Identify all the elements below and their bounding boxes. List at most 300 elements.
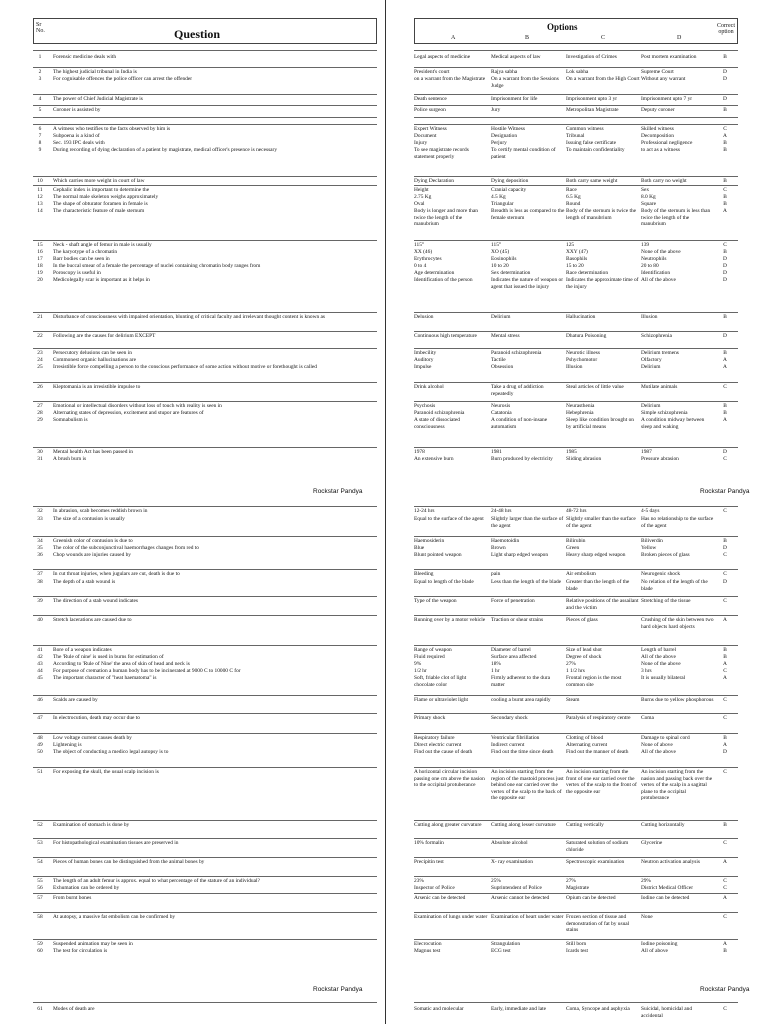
- correct-option: A: [723, 417, 727, 423]
- option-c: To maintain confidentiality: [566, 147, 625, 153]
- question-number: 28: [37, 410, 43, 416]
- option-b: Cutting along lesser curvature: [491, 822, 556, 828]
- question-text: Sec. 193 IPC deals with: [53, 140, 105, 146]
- correct-option: C: [723, 598, 727, 604]
- option-d: 3 hrs: [641, 668, 652, 674]
- option-c: Basophils: [566, 256, 588, 262]
- question-number: 29: [37, 417, 43, 423]
- question-number: 12: [37, 194, 43, 200]
- option-a: Type of the weapon: [414, 598, 457, 604]
- option-d: Suicidal, homicidal and accidental: [641, 1006, 693, 1019]
- correct-option: B: [723, 314, 727, 320]
- option-a: Blunt pointed weapon: [414, 552, 462, 558]
- row-separator: [33, 67, 377, 68]
- question-number: 8: [38, 140, 42, 146]
- question-number: 13: [37, 201, 43, 207]
- question-text: Chop wounds are injuries caused by: [53, 552, 131, 558]
- question-text: Following are the causes for delirium EXCEPT: [53, 333, 156, 339]
- option-d: Identification: [641, 270, 671, 276]
- option-d: Decomposition: [641, 133, 674, 139]
- option-a: Age determination: [414, 270, 455, 276]
- option-b: Jury: [491, 107, 501, 113]
- question-text: The shape of obturator foramen in female is: [53, 201, 148, 207]
- option-c: Green: [566, 545, 580, 551]
- option-b: Perjury: [491, 140, 507, 146]
- option-b: Medical aspects of law: [491, 54, 541, 60]
- option-b: Indirect current: [491, 742, 525, 748]
- row-separator: [414, 117, 738, 118]
- row-separator: [414, 713, 738, 714]
- question-text: Coroner is assisted by: [53, 107, 101, 113]
- question-number: 35: [37, 545, 43, 551]
- option-b: pain: [491, 571, 501, 577]
- option-d: No relation of the length of the blade: [641, 579, 708, 592]
- option-d: None: [641, 914, 653, 920]
- option-c: Investigation of Crimes: [566, 54, 617, 60]
- option-d: All of the above: [641, 749, 676, 755]
- option-d: Deputy coroner: [641, 107, 675, 113]
- question-number: 31: [37, 456, 43, 462]
- question-text: The characteristic feature of male sternum: [53, 208, 145, 214]
- question-text: For cognisable offences the police officer can arrest the offender: [53, 76, 193, 82]
- question-number: 58: [37, 914, 43, 920]
- option-d: 20 to 80: [641, 263, 659, 269]
- row-separator: [414, 857, 738, 858]
- correct-option: D: [723, 256, 727, 262]
- row-separator: [33, 767, 377, 768]
- correct-option: A: [723, 661, 727, 667]
- correct-option: B: [723, 194, 727, 200]
- correct-option: C: [723, 878, 727, 884]
- option-b: Haemotoidin: [491, 538, 520, 544]
- correct-option: C: [723, 840, 727, 846]
- option-a: Precipitin test: [414, 859, 444, 865]
- option-a: A horizontal circular incision passing one cm above the nasion to the occipital protuberance: [414, 769, 485, 789]
- correct-option: C: [723, 1006, 727, 1012]
- option-a: Somatic and molecular: [414, 1006, 464, 1012]
- option-d: Supreme Court: [641, 69, 674, 75]
- question-text: For exposing the skull, the usual scalp incision is: [53, 769, 159, 775]
- question-text: Lightening is: [53, 742, 82, 748]
- option-c: Relative positions of the assailant and the victim: [566, 598, 639, 611]
- correct-option: B: [723, 201, 727, 207]
- option-b: Less than the length of the blade: [491, 579, 562, 585]
- column-divider: [385, 0, 386, 1024]
- question-number: 48: [37, 735, 43, 741]
- correct-option: B: [723, 403, 727, 409]
- option-a: Paranoid schizophrenia: [414, 410, 465, 416]
- row-separator: [414, 912, 738, 913]
- option-b: Breadth is less as compared to the female sternum: [491, 208, 565, 221]
- option-a: Legal aspects of medicine: [414, 54, 471, 60]
- correct-option: D: [723, 263, 727, 269]
- question-text: The size of a contusion is usually: [53, 516, 125, 522]
- question-number: 32: [37, 508, 43, 514]
- question-text: The important character of "heat haematoma" is: [53, 675, 157, 681]
- row-separator: [33, 506, 377, 507]
- option-c: Imprisonment upto 3 yr: [566, 96, 618, 102]
- correct-option: C: [723, 384, 727, 390]
- correct-option: C: [723, 668, 727, 674]
- row-separator: [33, 912, 377, 913]
- option-c: 27%: [566, 878, 576, 884]
- question-number: 37: [37, 571, 43, 577]
- option-d: Both carry no weight: [641, 178, 687, 184]
- question-number: 20: [37, 277, 43, 283]
- question-text: Stretch lacerations are caused due to: [53, 617, 132, 623]
- question-number: 17: [37, 256, 43, 262]
- option-b: Suprintendent of Police: [491, 885, 542, 891]
- option-a: 23%: [414, 878, 424, 884]
- option-d: 29%: [641, 878, 651, 884]
- option-d: It is usually bilateral: [641, 675, 686, 681]
- correct-option: C: [723, 456, 727, 462]
- question-text: A brush burn is: [53, 456, 87, 462]
- option-a: An extensive burn: [414, 456, 454, 462]
- question-number: 47: [37, 715, 43, 721]
- option-d: Biliverdin: [641, 538, 663, 544]
- question-text: Alternating states of depression, excitement and stupor are features of: [53, 410, 204, 416]
- question-number: 11: [37, 187, 43, 193]
- option-a: Bleeding: [414, 571, 434, 577]
- option-c: Illusion: [566, 364, 583, 370]
- options-header: [414, 18, 738, 44]
- question-number: 40: [37, 617, 43, 623]
- option-d: Length of barrel: [641, 647, 677, 653]
- option-c: Icards test: [566, 948, 589, 954]
- option-d: Delirium tremens: [641, 350, 679, 356]
- question-text: Barr bodies can be seen in: [53, 256, 110, 262]
- option-b: Designation: [491, 133, 518, 139]
- row-separator: [33, 348, 377, 349]
- option-a: Primary shock: [414, 715, 446, 721]
- correct-option: A: [723, 742, 727, 748]
- correct-option: D: [723, 69, 727, 75]
- question-number: 26: [37, 384, 43, 390]
- option-a: Running over by a motor vehicle: [414, 617, 486, 623]
- correct-heading: Correct option: [717, 23, 735, 35]
- row-separator: [33, 176, 377, 177]
- question-text: In electrocution, death may occur due to: [53, 715, 140, 721]
- option-a: A state of dissociated consciousness: [414, 417, 460, 430]
- option-d: 139: [641, 242, 650, 248]
- question-number: 22: [37, 333, 43, 339]
- option-d: None of the above: [641, 661, 681, 667]
- correct-option: B: [723, 410, 727, 416]
- option-d: All of the above: [641, 654, 676, 660]
- row-separator: [414, 348, 738, 349]
- correct-option: A: [723, 208, 727, 214]
- option-b: Arsenic cannot be detected: [491, 895, 550, 901]
- option-a: 1/2 hr: [414, 668, 427, 674]
- option-a: Range of weapon: [414, 647, 452, 653]
- option-c: Frozen section of tissue and demonstration of fat by usual stains: [566, 914, 630, 934]
- option-d: Stretching of the tissue: [641, 598, 691, 604]
- option-d: Mutilate animals: [641, 384, 678, 390]
- option-b: A condition of non-insane automatism: [491, 417, 548, 430]
- option-b: To certify mental condition of patient: [491, 147, 556, 160]
- question-text: Bore of a weapon indicates: [53, 647, 112, 653]
- option-b: Rajya sabha: [491, 69, 518, 75]
- option-b: Diameter of barrel: [491, 647, 531, 653]
- question-text: The power of Chief Judicial Magistrate is: [53, 96, 143, 102]
- question-number: 36: [37, 552, 43, 558]
- row-separator: [414, 124, 738, 125]
- option-a: Equal to the surface of the agent: [414, 516, 484, 522]
- question-number: 23: [37, 350, 43, 356]
- option-a: Flame or ultraviolet light: [414, 697, 469, 703]
- question-text: Which carries more weight in court of law: [53, 178, 145, 184]
- option-c: Both carry same weight: [566, 178, 618, 184]
- option-b: ECG test: [491, 948, 511, 954]
- question-text: Irresistible force compelling a person to the conscious performance of some action without motive or forethought is called: [53, 364, 317, 370]
- row-separator: [33, 939, 377, 940]
- question-number: 50: [37, 749, 43, 755]
- option-c: Race determination: [566, 270, 609, 276]
- question-number: 25: [37, 364, 43, 370]
- row-separator: [414, 94, 738, 95]
- option-a: President's court: [414, 69, 450, 75]
- option-d: None of above: [641, 742, 673, 748]
- question-text: For purpose of cremation a human body has to be incinerated at 9000 C to 10000 C for: [53, 668, 241, 674]
- row-separator: [33, 401, 377, 402]
- row-separator: [33, 105, 377, 106]
- option-c: Race: [566, 187, 577, 193]
- option-d: Without any warrant: [641, 76, 686, 82]
- option-d: District Medical Officer: [641, 885, 693, 891]
- option-d: A condition midway between sleep and waking: [641, 417, 705, 430]
- option-a: Blue: [414, 545, 425, 551]
- option-b: Strangulation: [491, 941, 521, 947]
- option-a: Equal to length of the blade: [414, 579, 474, 585]
- correct-option: A: [723, 133, 727, 139]
- question-text: Greenish color of contusion is due to: [53, 538, 133, 544]
- option-a: Auditory: [414, 357, 434, 363]
- option-b: Triangular: [491, 201, 514, 207]
- row-separator: [33, 645, 377, 646]
- option-c: XXY (47): [566, 249, 588, 255]
- option-a: 2.75 Kg: [414, 194, 432, 200]
- option-a: Police surgeon: [414, 107, 446, 113]
- row-separator: [414, 105, 738, 106]
- option-a: 12-24 hrs: [414, 508, 435, 514]
- question-number: 49: [37, 742, 43, 748]
- option-a: Identification of the person: [414, 277, 473, 283]
- question-text: Kleptomania is an irresistible impulse to: [53, 384, 141, 390]
- option-c: Saturated solution of sodium chloride: [566, 840, 629, 853]
- option-b: Burn produced by electricity: [491, 456, 553, 462]
- col-d-heading: D: [677, 35, 682, 41]
- option-c: Air embolism: [566, 571, 596, 577]
- option-a: Respiratory failure: [414, 735, 455, 741]
- option-a: Continuous high temperature: [414, 333, 477, 339]
- option-b: 1981: [491, 449, 502, 455]
- option-c: Lok sabha: [566, 69, 589, 75]
- question-text: A witness who testifies to the facts observed by him is: [53, 126, 171, 132]
- option-c: Cutting vertically: [566, 822, 604, 828]
- option-b: 115°: [491, 242, 502, 248]
- row-separator: [414, 67, 738, 68]
- correct-option: B: [723, 948, 727, 954]
- row-separator: [33, 124, 377, 125]
- option-d: 4-5 days: [641, 508, 660, 514]
- row-separator: [414, 645, 738, 646]
- option-b: Traction or shear strains: [491, 617, 544, 623]
- footer-left-top: Rockstar Pandya: [313, 488, 363, 495]
- row-separator: [414, 767, 738, 768]
- correct-option: C: [723, 187, 727, 193]
- footer-right-bottom: Rockstar Pandya: [700, 986, 750, 993]
- option-c: Sleep like condition brought on by artificial means: [566, 417, 634, 430]
- option-a: Examination of lungs under water: [414, 914, 488, 920]
- correct-option: C: [723, 885, 727, 891]
- row-separator: [33, 695, 377, 696]
- correct-option: A: [723, 357, 727, 363]
- option-d: Iodine poisoning: [641, 941, 678, 947]
- option-b: 4.5 Kg: [491, 194, 506, 200]
- option-a: Psychosis: [414, 403, 436, 409]
- option-b: Eosinophils: [491, 256, 517, 262]
- question-text: The depth of a stab wound is: [53, 579, 116, 585]
- row-separator: [33, 615, 377, 616]
- question-text: Low voltage current causes death by: [53, 735, 132, 741]
- option-d: Square: [641, 201, 656, 207]
- row-separator: [33, 713, 377, 714]
- question-number: 34: [37, 538, 43, 544]
- option-b: 24-48 hrs: [491, 508, 512, 514]
- question-number: 46: [37, 697, 43, 703]
- correct-option: C: [723, 571, 727, 577]
- row-separator: [33, 382, 377, 383]
- question-heading: Question: [174, 27, 221, 41]
- option-a: Imbecility: [414, 350, 437, 356]
- correct-option: C: [723, 697, 727, 703]
- correct-option: D: [723, 545, 727, 551]
- option-d: Delirium: [641, 403, 661, 409]
- option-a: 0 to 4: [414, 263, 427, 269]
- col-a-heading: A: [451, 35, 456, 41]
- option-a: Dying Declaration: [414, 178, 454, 184]
- option-d: Crushing of the skin between two hard objects hard objects: [641, 617, 714, 630]
- option-c: Hebephrenia: [566, 410, 594, 416]
- option-c: Frontal region is the most common site: [566, 675, 622, 688]
- option-d: Pressure abrasion: [641, 456, 679, 462]
- option-d: Neutron activation analysis: [641, 859, 700, 865]
- row-separator: [33, 838, 377, 839]
- option-d: Has no relationship to the surface of the agent: [641, 516, 714, 529]
- option-a: Death sentence: [414, 96, 447, 102]
- correct-option: C: [723, 242, 727, 248]
- option-c: Magistrate: [566, 885, 590, 891]
- option-d: 1987: [641, 449, 652, 455]
- option-d: Coma: [641, 715, 654, 721]
- row-separator: [414, 569, 738, 570]
- question-number: 9: [38, 147, 42, 153]
- option-b: Absolute alcohol: [491, 840, 528, 846]
- row-separator: [414, 820, 738, 821]
- row-separator: [414, 838, 738, 839]
- row-separator: [414, 1002, 738, 1003]
- option-b: 1 hr: [491, 668, 500, 674]
- question-number: 21: [37, 314, 43, 320]
- correct-option: B: [723, 249, 727, 255]
- option-d: Sex: [641, 187, 650, 193]
- option-b: Mental stress: [491, 333, 520, 339]
- question-number: 19: [37, 270, 43, 276]
- option-a: Fluid required: [414, 654, 445, 660]
- option-b: Tactile: [491, 357, 506, 363]
- option-b: Early, immediate and late: [491, 1006, 547, 1012]
- row-separator: [33, 94, 377, 95]
- row-separator: [414, 50, 738, 51]
- option-c: Bilirubin: [566, 538, 586, 544]
- correct-option: B: [723, 735, 727, 741]
- row-separator: [33, 50, 377, 51]
- row-separator: [414, 331, 738, 332]
- row-separator: [33, 569, 377, 570]
- option-a: Direct electric current: [414, 742, 462, 748]
- option-a: Document: [414, 133, 437, 139]
- option-d: Simple schizophrenia: [641, 410, 688, 416]
- option-a: Haemosiderin: [414, 538, 445, 544]
- question-number: 24: [37, 357, 43, 363]
- option-d: Professional negligence: [641, 140, 693, 146]
- option-a: Body is longer and more than twice the length of the manubrium: [414, 208, 478, 228]
- option-b: Delirium: [491, 314, 511, 320]
- row-separator: [33, 893, 377, 894]
- option-b: Hostile Witness: [491, 126, 525, 132]
- option-d: Delirium: [641, 364, 661, 370]
- question-text: Poroscopy is useful in: [53, 270, 101, 276]
- option-c: Clotting of blood: [566, 735, 604, 741]
- option-d: Illusion: [641, 314, 658, 320]
- row-separator: [414, 733, 738, 734]
- question-text: Suspended animation may be seen in: [53, 941, 133, 947]
- question-text: The normal male skeleton weighs approximately: [53, 194, 159, 200]
- row-separator: [33, 240, 377, 241]
- option-c: 48-72 hrs: [566, 508, 587, 514]
- row-separator: [33, 876, 377, 877]
- option-c: Heavy sharp edged weapon: [566, 552, 626, 558]
- row-separator: [414, 615, 738, 616]
- option-b: Indicates the nature of weapon or agent that issued the injury: [491, 277, 563, 290]
- question-text: The color of the subconjunctival haemorrhages changes from red to: [53, 545, 199, 551]
- option-d: Imprisonment upto 7 yr: [641, 96, 693, 102]
- correct-option: C: [723, 914, 727, 920]
- question-number: 59: [37, 941, 43, 947]
- correct-option: C: [723, 126, 727, 132]
- option-a: Soft, friable clot of light chocolate color: [414, 675, 467, 688]
- option-c: Degree of shock: [566, 654, 602, 660]
- question-text: Examination of stomach is done by: [53, 822, 130, 828]
- question-number: 57: [37, 895, 43, 901]
- option-b: X- ray examination: [491, 859, 533, 865]
- correct-option: B: [723, 647, 727, 653]
- option-b: Sex determination: [491, 270, 531, 276]
- question-number: 3: [38, 76, 42, 82]
- col-c-heading: C: [601, 35, 606, 41]
- option-c: An incision starting from the front of one ear carried over the vertex of the scalp to the front of the opposite ear: [566, 769, 637, 795]
- option-a: Drink alcohol: [414, 384, 444, 390]
- row-separator: [414, 401, 738, 402]
- row-separator: [414, 185, 738, 186]
- question-text: Medicolegally scar is important as it helps in: [53, 277, 150, 283]
- option-d: All of the above: [641, 277, 676, 283]
- option-c: 1985: [566, 449, 577, 455]
- option-c: 27%: [566, 661, 576, 667]
- option-b: cooling a burnt area rapidly: [491, 697, 551, 703]
- option-b: Catatonia: [491, 410, 512, 416]
